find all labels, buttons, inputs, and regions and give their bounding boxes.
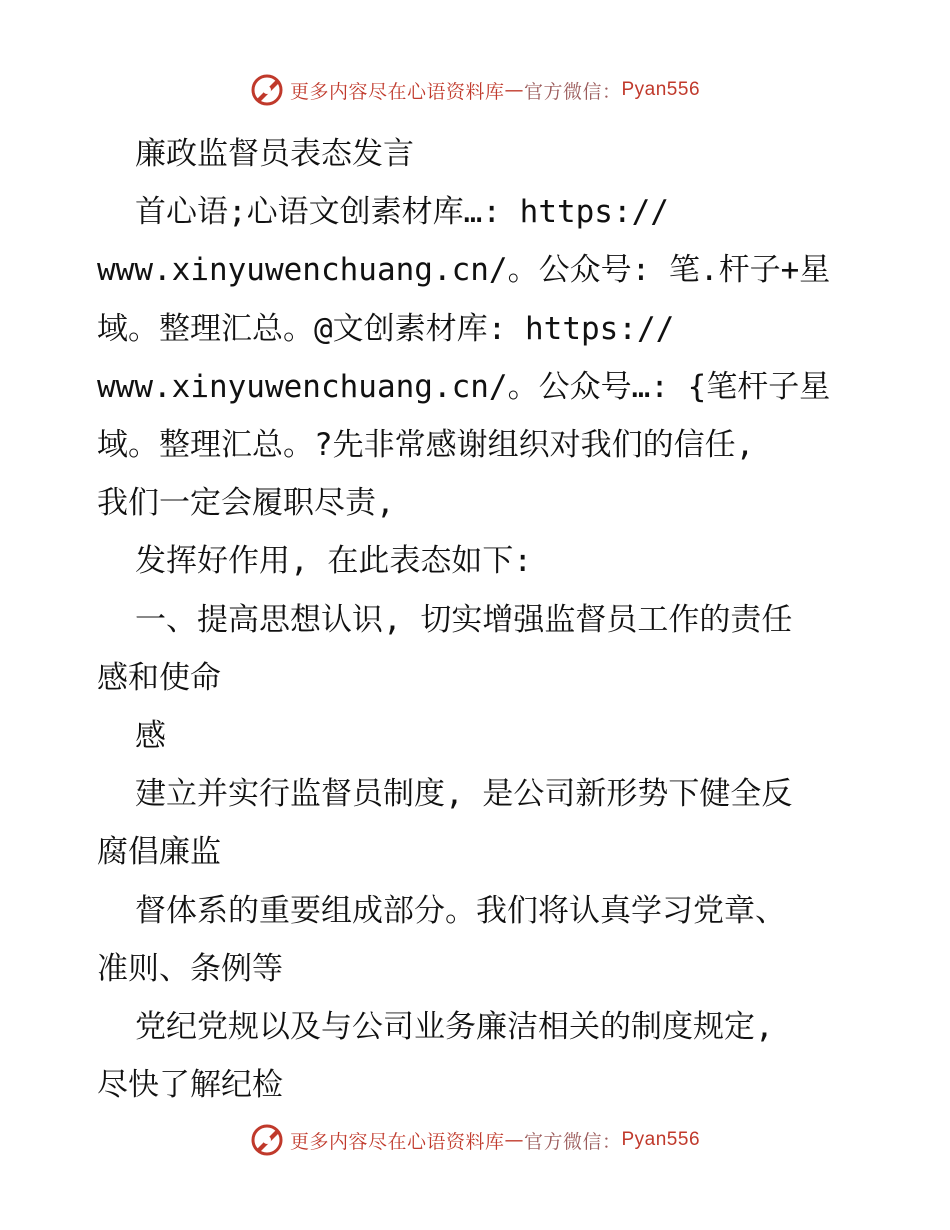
wechat-id: Pyan556 (621, 79, 701, 100)
banner-text: 更多内容尽在心语资料库 (289, 1130, 505, 1153)
text-line: 督体系的重要组成部分。我们将认真学习党章、 (135, 892, 786, 929)
header-banner (0, 70, 950, 110)
text-line: 腐倡廉监 (97, 834, 221, 871)
text-line: 发挥好作用, 在此表态如下: (135, 543, 532, 580)
text-line: 首心语;心语文创素材库…: https:// (135, 194, 669, 231)
text-line: 准则、条例等 (97, 950, 283, 987)
text-line: 尽快了解纪检 (97, 1067, 283, 1104)
banner-separator: — (504, 1129, 524, 1151)
banner-separator: — (504, 79, 524, 101)
text-line: 域。整理汇总。?先非常感谢组织对我们的信任, (97, 427, 755, 464)
text-line: 感 (135, 718, 166, 755)
footer-banner (0, 1120, 950, 1160)
wechat-label: 官方微信： (523, 1130, 622, 1153)
text-line: 域。整理汇总。@文创素材库: https:// (97, 310, 675, 347)
text-line: 建立并实行监督员制度, 是公司新形势下健全反 (135, 776, 793, 813)
document-title: 廉政监督员表态发言 (135, 136, 414, 172)
brand-logo-icon (250, 73, 284, 107)
text-line: 我们一定会履职尽责, (97, 485, 395, 522)
text-line: www.xinyuwenchuang.cn/。公众号: 笔.杆子+星 (97, 252, 831, 289)
text-line: www.xinyuwenchuang.cn/。公众号…: {笔杆子星 (97, 368, 831, 405)
text-line: 感和使命 (97, 659, 221, 696)
section-heading: 一、提高思想认识, 切实增强监督员工作的责任 (135, 601, 793, 638)
brand-logo-icon (250, 1123, 284, 1157)
banner-text: 更多内容尽在心语资料库 (289, 80, 505, 103)
wechat-id: Pyan556 (621, 1129, 701, 1150)
text-line: 党纪党规以及与公司业务廉洁相关的制度规定, (135, 1009, 774, 1046)
wechat-label: 官方微信： (523, 80, 622, 103)
document-body (97, 125, 857, 1114)
